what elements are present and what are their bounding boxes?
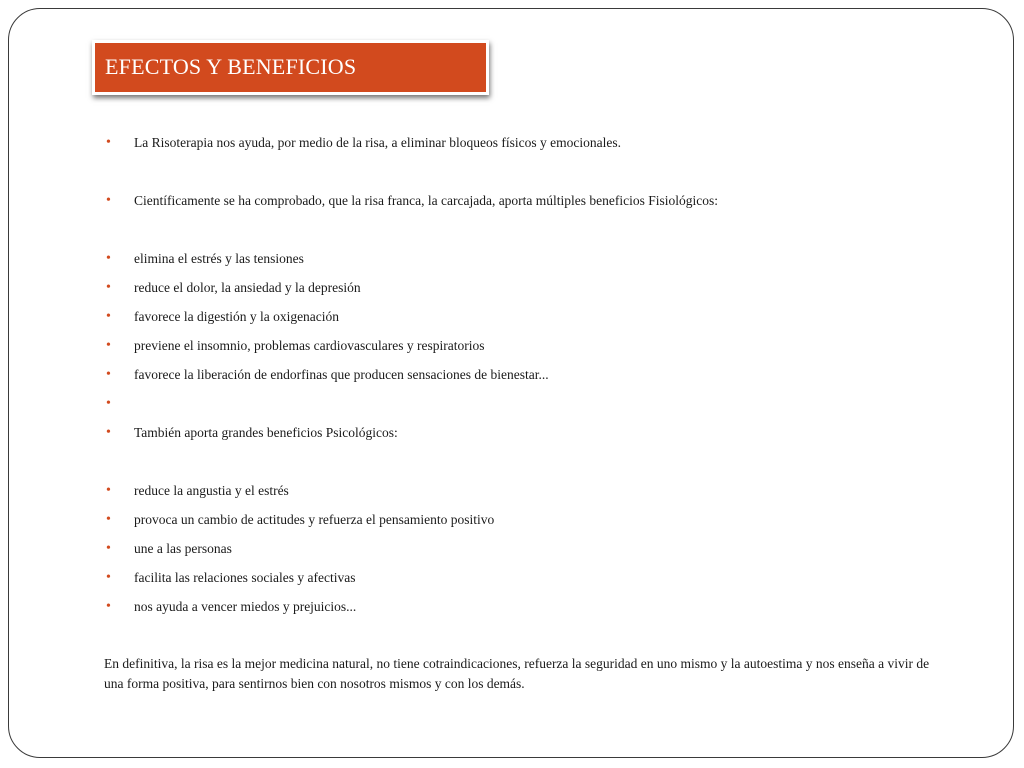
list-item-text: Científicamente se ha comprobado, que la risa franca, la carcajada, aporta múltiples beneficios Fisiológicos: [134, 193, 719, 208]
list-item [106, 421, 718, 450]
list-item [106, 479, 718, 508]
bullet-icon: • [106, 280, 111, 295]
list-item-text: facilita las relaciones sociales y afectivas [134, 570, 356, 585]
list-item [106, 537, 718, 566]
bullet-icon: • [106, 570, 111, 585]
list-item [106, 363, 718, 392]
bullet-icon: • [106, 367, 111, 382]
list-item-text: previene el insomnio, problemas cardiovasculares y respiratorios [134, 338, 485, 353]
list-item [106, 508, 718, 537]
list-item [106, 276, 718, 305]
list-item-empty [106, 392, 718, 421]
list-item-text: reduce la angustia y el estrés [134, 483, 289, 498]
list-item [106, 247, 718, 276]
bullet-list [106, 131, 718, 624]
bullet-icon: • [106, 135, 111, 150]
bullet-icon: • [106, 512, 111, 527]
list-item-text: provoca un cambio de actitudes y refuerza el pensamiento positivo [134, 512, 495, 527]
list-item-text: También aporta grandes beneficios Psicológicos: [134, 425, 398, 440]
list-item-text: La Risoterapia nos ayuda, por medio de la risa, a eliminar bloqueos físicos y emocionales. [134, 135, 621, 150]
conclusion-paragraph: En definitiva, la risa es la mejor medicina natural, no tiene cotraindicaciones, refuerza la seguridad en uno mismo y la autoestima y nos enseña a vivir de una forma positiva, para sentirnos bien con nosotros mismos y con los demás. [104, 656, 930, 691]
slide-title: EFECTOS Y BENEFICIOS [105, 54, 357, 79]
list-item-text: favorece la digestión y la oxigenación [134, 309, 340, 324]
list-item [106, 131, 718, 160]
title-banner [92, 40, 489, 95]
bullet-icon: • [106, 251, 111, 266]
list-item [106, 189, 718, 218]
bullet-icon: • [106, 309, 111, 324]
list-item-text: elimina el estrés y las tensiones [134, 251, 304, 266]
list-item [106, 595, 718, 624]
slide-frame [8, 8, 1014, 758]
bullet-icon: • [106, 599, 111, 614]
bullet-icon: • [106, 425, 111, 440]
bullet-icon: • [106, 193, 111, 208]
bullet-icon: • [106, 396, 111, 411]
list-item-text: reduce el dolor, la ansiedad y la depresión [134, 280, 361, 295]
list-item [106, 305, 718, 334]
list-item-text: favorece la liberación de endorfinas que producen sensaciones de bienestar... [134, 367, 549, 382]
bullet-icon: • [106, 483, 111, 498]
bullet-icon: • [106, 541, 111, 556]
list-item-text: une a las personas [134, 541, 232, 556]
bullet-icon: • [106, 338, 111, 353]
list-item [106, 566, 718, 595]
list-item [106, 334, 718, 363]
list-item-text: nos ayuda a vencer miedos y prejuicios... [134, 599, 357, 614]
